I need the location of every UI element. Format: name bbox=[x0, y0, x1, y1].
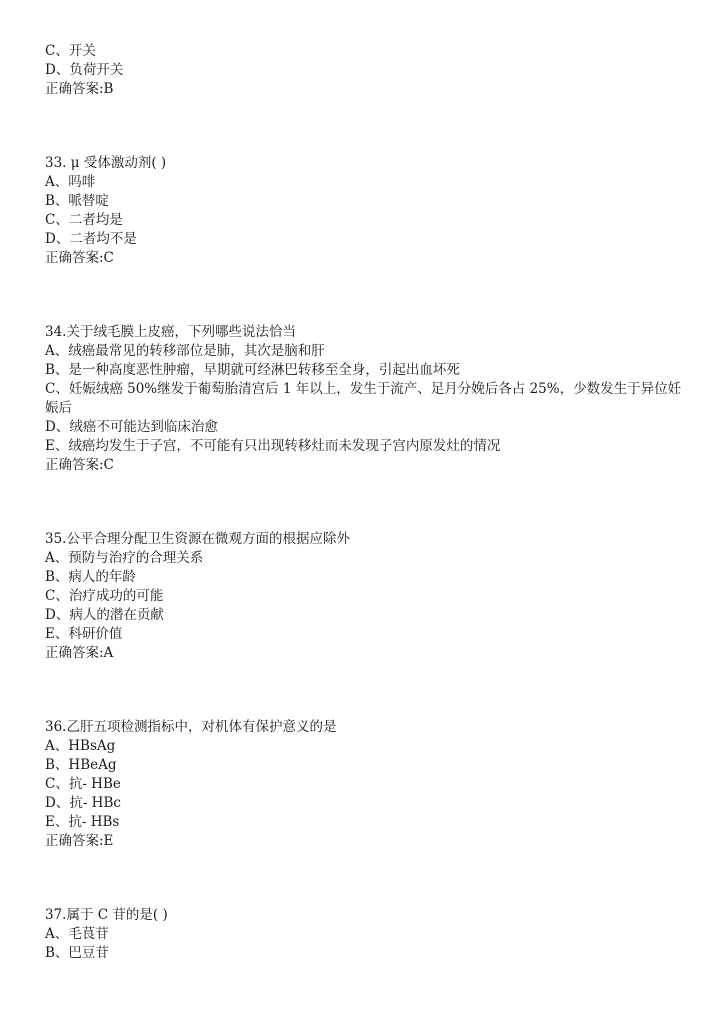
answer-line: 正确答案:A bbox=[45, 645, 114, 661]
option-c: C、抗- HBe bbox=[45, 776, 121, 792]
option-a: A、HBsAg bbox=[45, 738, 116, 754]
question-text: 33. μ 受体激动剂( ) bbox=[45, 155, 167, 171]
option-e: E、绒癌均发生于子宫，不可能有只出现转移灶而未发现子宫内原发灶的情况 bbox=[45, 438, 501, 454]
option-a: A、预防与治疗的合理关系 bbox=[45, 550, 204, 566]
option-d: D、病人的潜在贡献 bbox=[45, 607, 164, 623]
answer-line: 正确答案:B bbox=[45, 81, 114, 97]
option-b: B、病人的年龄 bbox=[45, 569, 136, 585]
option-e: E、科研价值 bbox=[45, 626, 123, 642]
question-block-33 bbox=[45, 154, 685, 268]
option-b: B、是一种高度恶性肿瘤，早期就可经淋巴转移至全身，引起出血坏死 bbox=[45, 362, 460, 378]
document-page bbox=[45, 42, 685, 963]
option-a: A、毛茛苷 bbox=[45, 926, 109, 942]
question-text: 34.关于绒毛膜上皮癌，下列哪些说法恰当 bbox=[45, 324, 296, 340]
question-text: 36.乙肝五项检测指标中，对机体有保护意义的是 bbox=[45, 719, 337, 735]
option-a: A、绒癌最常见的转移部位是肺，其次是脑和肝 bbox=[45, 343, 325, 359]
answer-line: 正确答案:C bbox=[45, 457, 114, 473]
option-a: A、吗啡 bbox=[45, 174, 96, 190]
option-d: D、二者均不是 bbox=[45, 231, 137, 247]
option-b: B、HBeAg bbox=[45, 757, 117, 773]
question-block-36 bbox=[45, 718, 685, 851]
option-b: B、哌替啶 bbox=[45, 193, 109, 209]
question-block-35 bbox=[45, 530, 685, 663]
option-c: C、开关 bbox=[45, 43, 96, 59]
answer-line: 正确答案:C bbox=[45, 250, 114, 266]
option-d: D、抗- HBc bbox=[45, 795, 121, 811]
option-c: C、二者均是 bbox=[45, 212, 123, 228]
question-block-37 bbox=[45, 906, 685, 963]
question-text: 35.公平合理分配卫生资源在微观方面的根据应除外 bbox=[45, 531, 350, 547]
option-c: C、妊娠绒癌 50%继发于葡萄胎清宫后 1 年以上，发生于流产、足月分娩后各占 25%，少数发生于异位妊娠后 bbox=[45, 381, 682, 416]
option-b: B、巴豆苷 bbox=[45, 945, 109, 961]
question-text: 37.属于 C 苷的是( ) bbox=[45, 907, 168, 923]
option-d: D、负荷开关 bbox=[45, 62, 124, 78]
answer-line: 正确答案:E bbox=[45, 833, 114, 849]
question-block-32-tail bbox=[45, 42, 685, 99]
option-e: E、抗- HBs bbox=[45, 814, 120, 830]
question-block-34 bbox=[45, 323, 685, 475]
option-d: D、绒癌不可能达到临床治愈 bbox=[45, 419, 218, 435]
option-c: C、治疗成功的可能 bbox=[45, 588, 164, 604]
